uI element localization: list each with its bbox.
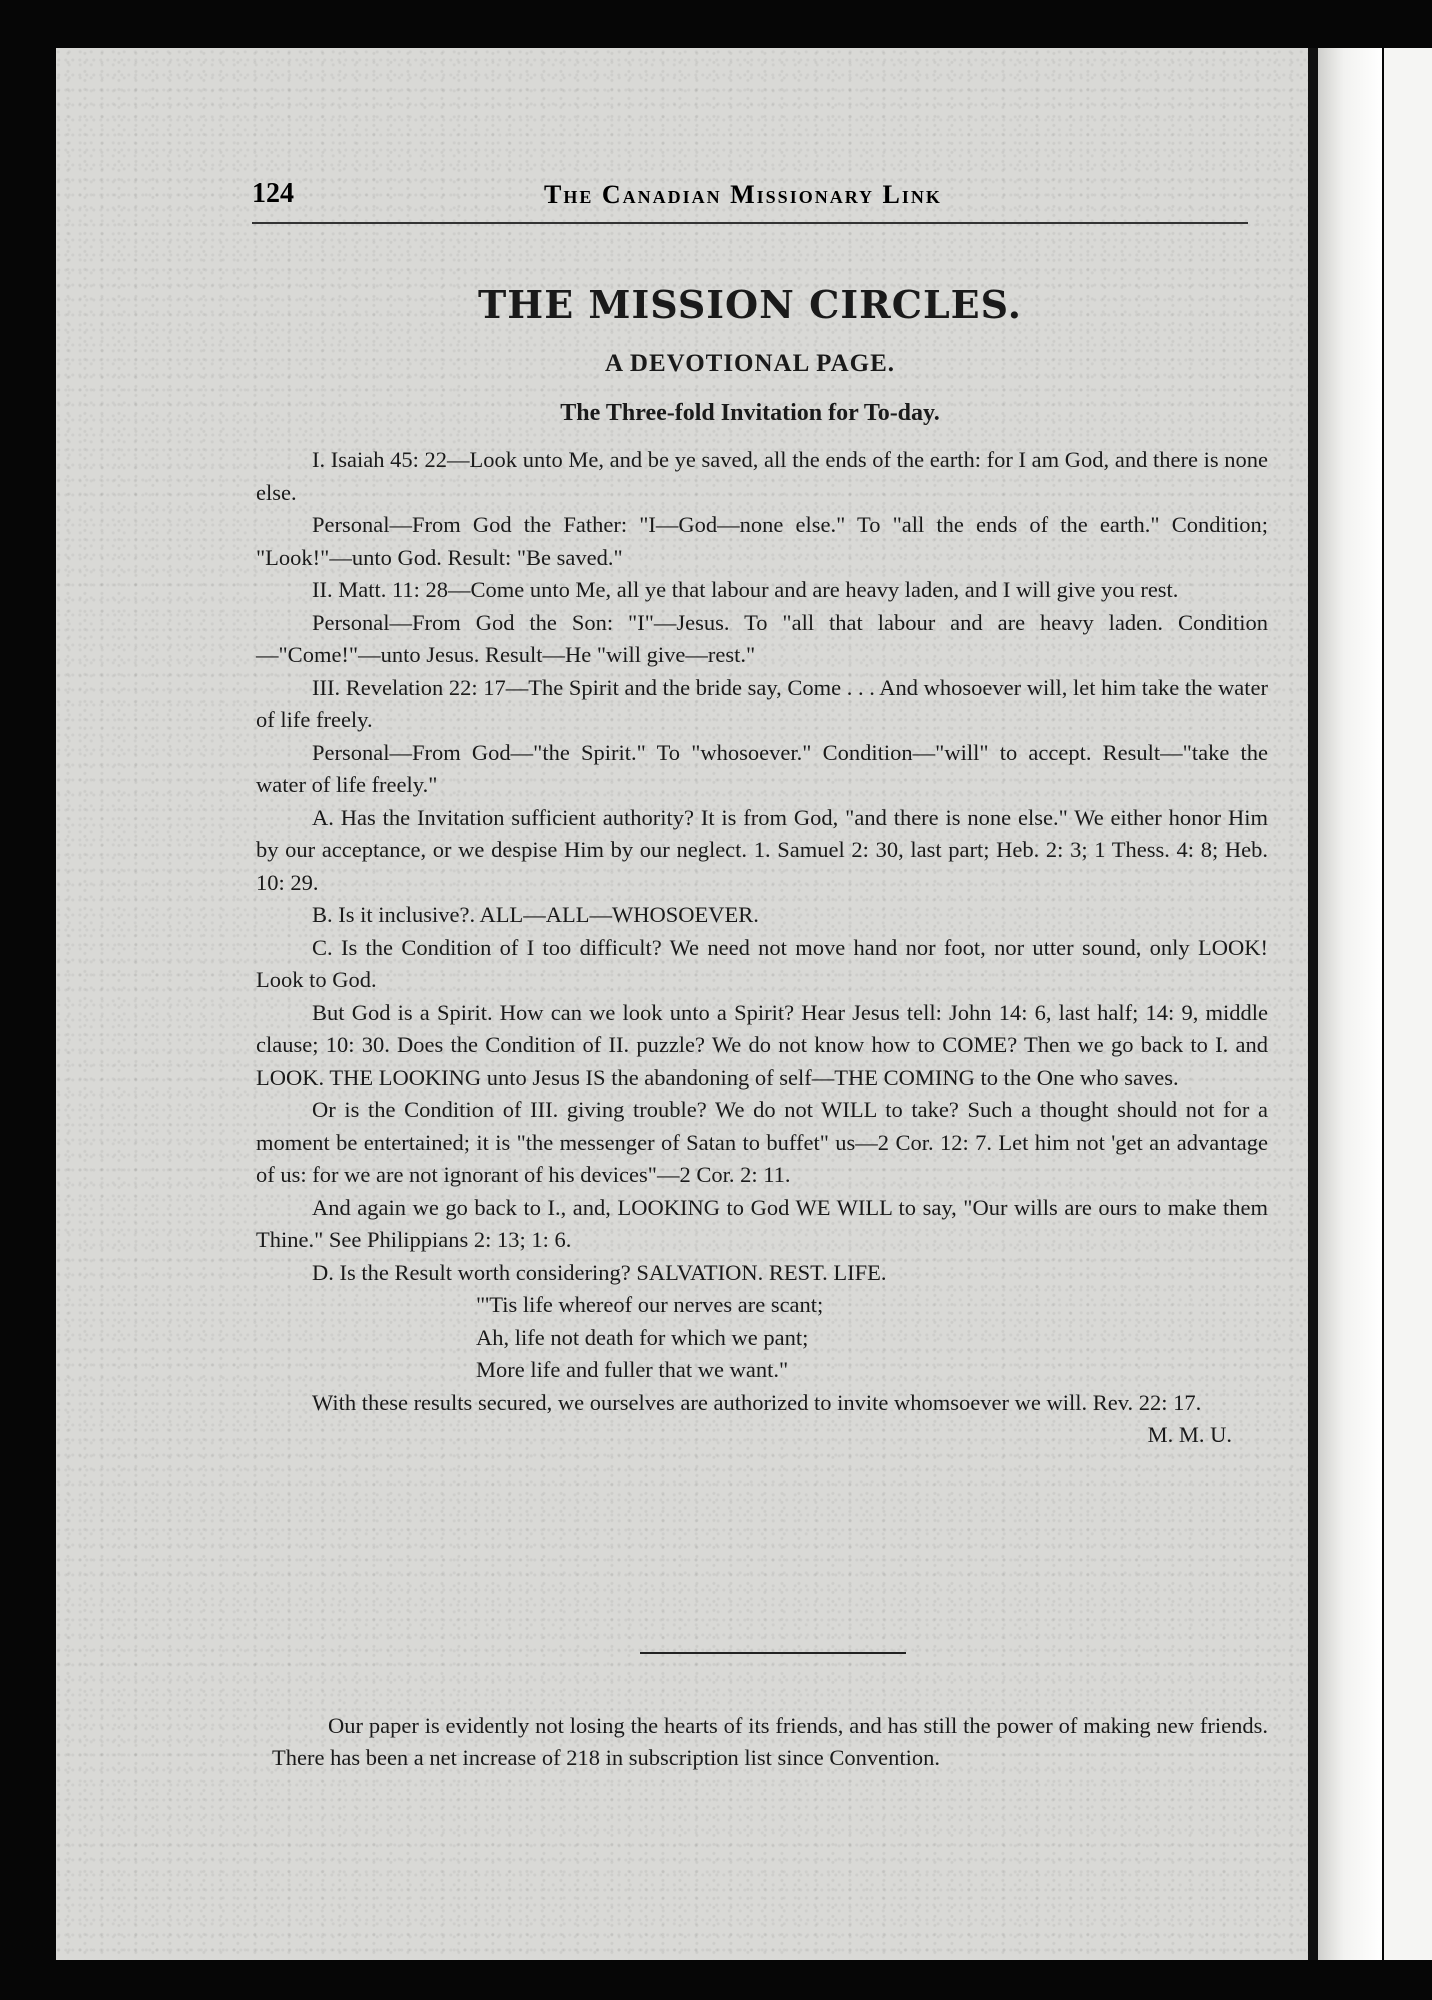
paragraph: C. Is the Condition of I too difficult? We need not move hand nor foot, nor utter sound, only LOOK! Look to God. (256, 934, 1268, 992)
paragraph: I. Isaiah 45: 22—Look unto Me, and be ye saved, all the ends of the earth: for I am God, and there is none else. (256, 447, 1268, 505)
article-body (256, 444, 1268, 1452)
article-heading: The Three-fold Invitation for To-day. (560, 400, 940, 426)
paragraph: But God is a Spirit. How can we look unto a Spirit? Hear Jesus tell: John 14: 6, last half; 14: 9, middle clause; 10: 30. Does the Condition of II. puzzle? We do not know how to COME? Then we go back to I. and LOOK. THE LOOKING unto Jesus IS the abandoning of self—THE COMING to the One who saves. (256, 999, 1268, 1090)
subscription-note (272, 1710, 1268, 1774)
paragraph: A. Has the Invitation sufficient authority? It is from God, "and there is none else." We either honor Him by our acceptance, or we despise Him by our neglect. 1. Samuel 2: 30, last part; Heb. 2: 3; 1 Thess. 4: 8; Heb. 10: 29. (256, 804, 1268, 895)
article-subtitle: A DEVOTIONAL PAGE. (605, 350, 895, 377)
section-separator (640, 1652, 906, 1654)
paragraph: Personal—From God the Father: "I—God—none else." To "all the ends of the earth." Condition; "Look!"—unto God. Result: "Be saved." (256, 512, 1268, 570)
verse-line: Ah, life not death for which we pant; (476, 1324, 809, 1350)
journal-title: The Canadian Missionary Link (544, 180, 942, 209)
next-page-edge (1308, 48, 1382, 1960)
paragraph: D. Is the Result worth considering? SALVATION. REST. LIFE. (312, 1259, 887, 1285)
verse-line: "'Tis life whereof our nerves are scant; (476, 1292, 824, 1317)
closing-paragraph: With these results secured, we ourselves are authorized to invite whomsoever we will. Rev. 22: 17. (312, 1389, 1202, 1415)
article-title: THE MISSION CIRCLES. (478, 282, 1022, 327)
page-number: 124 (252, 178, 294, 209)
paragraph: Or is the Condition of III. giving trouble? We do not WILL to take? Such a thought should not for a moment be entertained; it is "the messenger of Satan to buffet" us—2 Cor. 12: 7. Let him not 'get an advantage of us: for we are not ignorant of his devices"—2 Cor. 2: 11. (256, 1097, 1268, 1187)
paragraph: II. Matt. 11: 28—Come unto Me, all ye that labour and are heavy laden, and I will give you rest. (312, 577, 1179, 602)
note-paragraph: Our paper is evidently not losing the hearts of its friends, and has still the power of making new friends. There has been a net increase of 218 in subscription list since Convention. (272, 1713, 1268, 1770)
paragraph: B. Is it inclusive?. ALL—ALL—WHOSOEVER. (312, 902, 759, 927)
signature: M. M. U. (1147, 1422, 1232, 1447)
running-head (252, 178, 1252, 218)
paragraph: III. Revelation 22: 17—The Spirit and the bride say, Come . . . And whosoever will, let him take the water of life freely. (256, 674, 1268, 732)
paragraph: Personal—From God—"the Spirit." To "whosoever." Condition—"will" to accept. Result—"take the water of life freely." (256, 739, 1268, 797)
background-strip (1384, 48, 1432, 1960)
header-rule (252, 222, 1248, 224)
verse-line: More life and fuller that we want." (476, 1357, 789, 1382)
paragraph: Personal—From God the Son: "I"—Jesus. To "all that labour and are heavy laden. Condition—"Come!"—unto Jesus. Result—He "will give—rest." (256, 609, 1268, 667)
paragraph: And again we go back to I., and, LOOKING to God WE WILL to say, "Our wills are ours to make them Thine." See Philippians 2: 13; 1: 6. (256, 1194, 1268, 1252)
